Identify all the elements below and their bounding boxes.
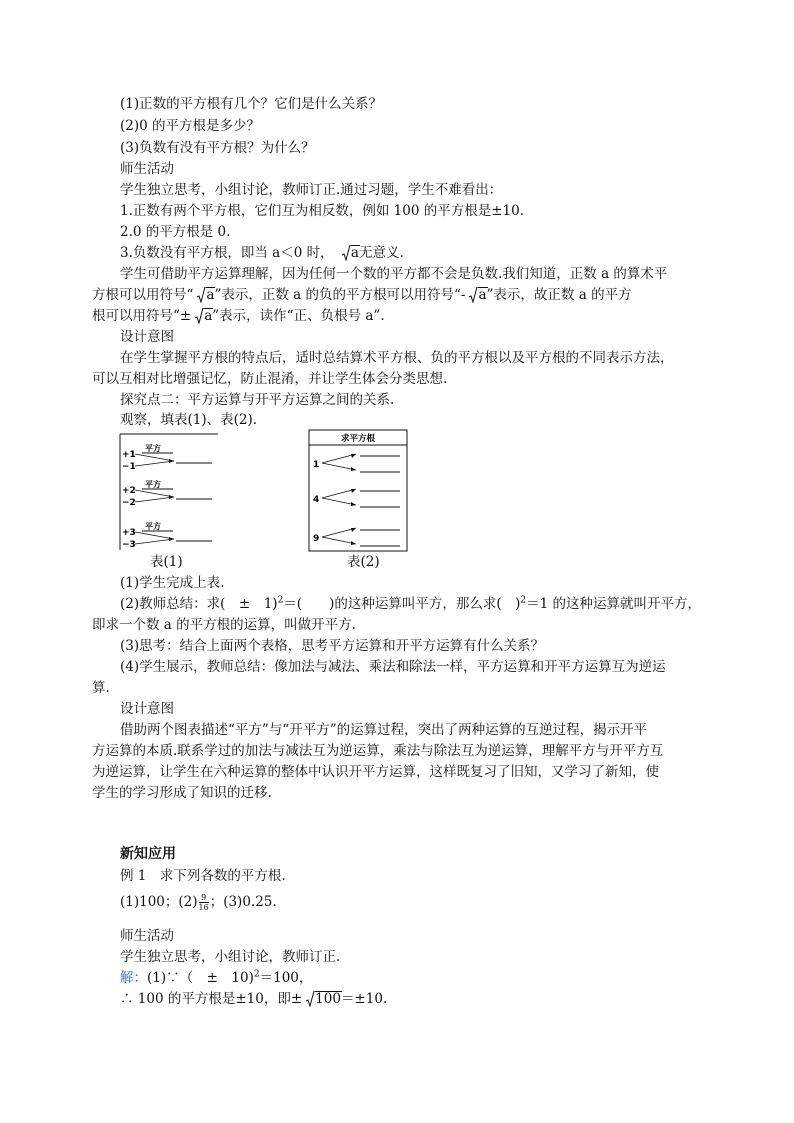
table-1-row1-neg: −1 xyxy=(122,462,136,472)
table-1-row2-neg: −2 xyxy=(122,498,136,508)
table-1-caption: 表(1) xyxy=(150,554,183,570)
table-2-row2-number: 4 xyxy=(313,495,320,505)
table-1-group xyxy=(122,479,212,508)
sqrt-100: 100 xyxy=(306,989,341,1010)
step-1: (1)学生完成上表. xyxy=(120,575,225,591)
table-1-group xyxy=(122,443,212,472)
answer-2: 2.0 的平方根是 0. xyxy=(120,224,231,240)
table-2-diagram xyxy=(308,429,410,553)
answer-1: 1.正数有两个平方根，它们互为相反数，例如 100 的平方根是±10. xyxy=(120,203,525,219)
question-3: (3)负数有没有平方根？为什么？ xyxy=(120,140,315,156)
sqrt-a: a xyxy=(469,285,486,306)
table-2-group xyxy=(313,489,400,507)
paragraph-line-1: 学生可借助平方运算理解，因为任何一个数的平方都不会是负数.我们知道，正数 a 的算术平 xyxy=(120,266,668,282)
section-title: 新知应用 xyxy=(120,846,176,862)
solution-label: 解： xyxy=(120,970,147,986)
table-2-group xyxy=(313,528,400,546)
table-2-row3-number: 9 xyxy=(313,534,320,544)
paragraph-line-3: 根可以用符号“± a”表示，读作“正、负根号 a”. xyxy=(92,306,667,327)
table-1-row1-pos: +1 xyxy=(122,450,136,460)
table-1-group xyxy=(122,521,212,550)
paragraph-line-2: 方根可以用符号“ a”表示，正数 a 的负的平方根可以用符号“- a”表示，故正数 a 的平方 xyxy=(92,285,667,306)
design-intent-2-line-1: 借助两个图表描述“平方”与“开平方”的运算过程，突出了两种运算的互逆过程，揭示开平 xyxy=(120,722,648,738)
step-4-line-1: (4)学生展示，教师总结：像加法与减法、乘法和除法一样，平方运算和开平方运算互为逆运 xyxy=(120,659,666,675)
step-2-line-2: 即求一个数 a 的平方根的运算，叫做开平方. xyxy=(92,617,356,633)
design-intent-line-2: 可以互相对比增强记忆，防止混淆，并让学生体会分类思想. xyxy=(92,371,448,387)
table-1-row3-pos: +3 xyxy=(122,528,136,538)
fraction-9-16: $\frac{9}{16}$ xyxy=(198,893,209,912)
design-intent-title: 设计意图 xyxy=(120,329,174,345)
table-2-header: 求平方根 xyxy=(340,434,376,444)
table-2-row1-number: 1 xyxy=(313,460,320,470)
sqrt-a: a xyxy=(342,243,359,264)
question-1: (1)正数的平方根有几个？它们是什么关系？ xyxy=(120,96,383,112)
design-intent-line-1: 在学生掌握平方根的特点后，适时总结算术平方根、负的平方根以及平方根的不同表示方法， xyxy=(120,350,674,366)
activity-title: 师生活动 xyxy=(120,161,174,177)
example-1-items: (1)100；(2) $\frac{9}{16}$ ；(3)0.25. xyxy=(120,893,277,912)
table-1-arrow-label: 平方 xyxy=(145,522,161,531)
sqrt-a: a xyxy=(195,306,212,327)
activity-2-text: 学生独立思考，小组讨论，教师订正. xyxy=(120,949,341,965)
question-2: (2)0 的平方根是多少？ xyxy=(120,118,261,134)
step-4-line-2: 算. xyxy=(92,680,110,696)
example-1: 例 1 求下列各数的平方根. xyxy=(120,868,286,884)
table-1-row3-neg: −3 xyxy=(122,540,136,550)
table-1-arrow-label: 平方 xyxy=(145,444,161,453)
design-intent-2-line-3: 为逆运算，让学生在六种运算的整体中认识开平方运算，这样既复习了旧知，又学习了新知，使 xyxy=(92,764,659,780)
explore-point-2: 探究点二：平方运算与开平方运算之间的关系. xyxy=(120,392,395,408)
step-2-line-1: (2)教师总结：求( ± 1)$^2$＝( )的这种运算叫平方，那么求( )$^2$＝1 的这种运算就叫开平方， xyxy=(120,595,701,612)
table-1-diagram xyxy=(118,432,220,552)
answer-3: 3.负数没有平方根，即当 a＜0 时， a无意义. xyxy=(120,243,695,264)
table-1-arrow-label: 平方 xyxy=(145,480,161,489)
solution-line-1: 解：(1)∵（ ± 10)$^2$＝100， xyxy=(120,969,313,986)
table-2-group xyxy=(313,454,400,472)
table-2-caption: 表(2) xyxy=(347,554,380,570)
step-3: (3)思考：结合上面两个表格，思考平方运算和开平方运算有什么关系？ xyxy=(120,638,545,654)
design-intent-2-line-4: 学生的学习形成了知识的迁移. xyxy=(92,785,272,801)
solution-line-2: ∴ 100 的平方根是±10，即± 100＝±10. xyxy=(120,989,695,1010)
activity-text: 学生独立思考，小组讨论，教师订正.通过习题，学生不难看出： xyxy=(120,182,503,198)
sqrt-a: a xyxy=(197,285,214,306)
design-intent-title: 设计意图 xyxy=(120,701,174,717)
observe-instruction: 观察，填表(1)、表(2). xyxy=(120,412,258,428)
design-intent-2-line-2: 方运算的本质.联系学过的加法与减法互为逆运算，乘法与除法互为逆运算，理解平方与开平方互 xyxy=(92,743,664,759)
activity-2-title: 师生活动 xyxy=(120,928,174,944)
table-1-row2-pos: +2 xyxy=(122,486,136,496)
